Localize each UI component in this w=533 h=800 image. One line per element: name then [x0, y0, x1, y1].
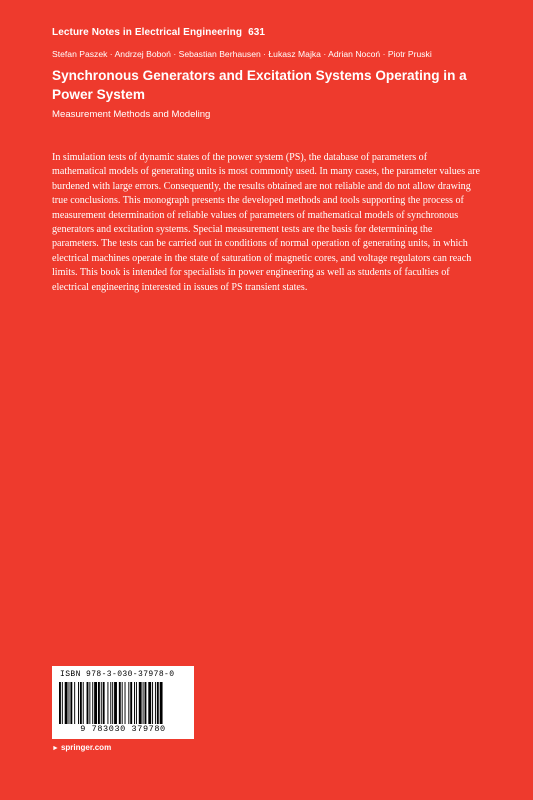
barcode-bar: [125, 682, 126, 724]
series-number: 631: [248, 27, 266, 38]
barcode-bar: [157, 682, 159, 724]
barcode-bar: [107, 682, 108, 724]
barcode-bar: [114, 682, 117, 724]
barcode-bar: [160, 682, 163, 724]
barcode-bar: [119, 682, 121, 724]
barcode-bar: [74, 682, 75, 724]
barcode-bar: [148, 682, 151, 724]
publisher-link[interactable]: [52, 743, 111, 752]
barcode-bar: [130, 682, 132, 724]
barcode-bar: [59, 682, 61, 724]
barcode-digits: 9 783030 379780: [80, 724, 166, 734]
series-line: [52, 27, 265, 38]
barcode-bar: [152, 682, 153, 724]
barcode-bar: [69, 682, 70, 724]
barcode-bar: [78, 682, 79, 724]
barcode-bar: [122, 682, 123, 724]
book-description: In simulation tests of dynamic states of the power system (PS), the database of parameters of mathematical models of generating units is most commonly used. In many cases, the parameter values are burdened with large errors. Consequently, the results obtained are not reliable and do not allow drawing true conclusions. This monograph presents the developed methods and tools supporting the process of measurement determination of reliable values of parameters of mathematical models of synchronous generators and excitation systems. Special measurement tests are the basis for determining the parameters. The tests can be carried out in conditions of normal operation of generating units, in which electrical machines operate in the state of saturation of magnetic cores, and voltage regulators can reach limits. This book is intended for specialists in power engineering as well as students of faculties of electrical engineering interested in issues of PS transient states.: [52, 152, 481, 293]
barcode-bar: [136, 682, 137, 724]
book-title: Synchronous Generators and Excitation Systems Operating in a Power System: [52, 68, 467, 102]
barcode-bar: [128, 682, 129, 724]
barcode-bar: [103, 682, 105, 724]
barcode-bar: [145, 682, 147, 724]
arrow-icon: ►: [52, 745, 59, 752]
barcode-bar: [89, 682, 90, 724]
barcode-bar: [134, 682, 135, 724]
barcode-bar: [80, 682, 82, 724]
barcode-bars: [57, 682, 189, 724]
publisher-url: springer.com: [60, 743, 112, 752]
author-list: Stefan Paszek · Andrzej Boboń · Sebastian Berhausen · Łukasz Majka · Adrian Nocoń · Piotr Pruski: [52, 49, 432, 59]
barcode-bar: [70, 682, 72, 724]
barcode-bar: [65, 682, 68, 724]
barcode-bar: [155, 682, 156, 724]
barcode-bar: [143, 682, 144, 724]
barcode-bar: [112, 682, 113, 724]
barcode-bar: [94, 682, 97, 724]
isbn-barcode: [52, 666, 194, 739]
barcode-bar: [101, 682, 102, 724]
barcode-bar: [98, 682, 100, 724]
isbn-label: ISBN 978-3-030-37978-0: [60, 670, 175, 679]
book-subtitle: Measurement Methods and Modeling: [52, 109, 211, 120]
barcode-bar: [87, 682, 89, 724]
barcode-bar: [92, 682, 93, 724]
series-name: Lecture Notes in Electrical Engineering: [52, 27, 243, 38]
barcode-bar: [62, 682, 63, 724]
barcode-bar: [83, 682, 84, 724]
barcode-bar: [139, 682, 142, 724]
barcode-bar: [110, 682, 111, 724]
